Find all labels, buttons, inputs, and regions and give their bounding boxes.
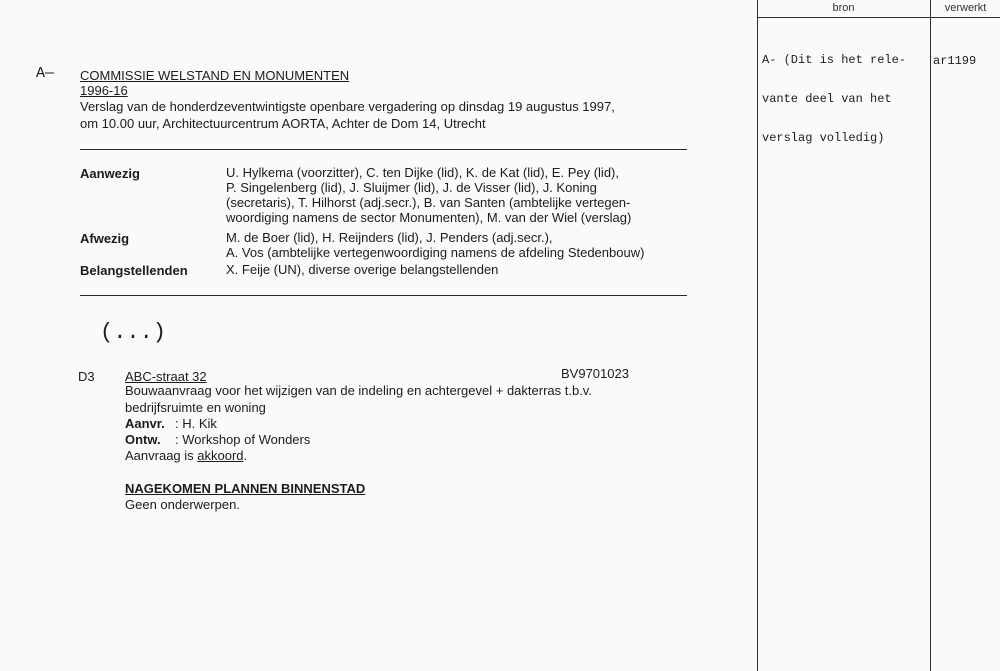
side-table-left-border bbox=[757, 0, 758, 671]
designer-row bbox=[125, 432, 310, 447]
bron-line: verslag volledig) bbox=[762, 131, 885, 145]
bron-column-header: bron bbox=[832, 2, 855, 14]
bron-line: vante deel van het bbox=[762, 92, 892, 106]
afwezig-label: Afwezig bbox=[80, 231, 130, 246]
aanwezig-label: Aanwezig bbox=[80, 166, 140, 181]
applicant-label: Aanvr. bbox=[125, 416, 165, 431]
item-description: bedrijfsruimte en woning bbox=[125, 400, 266, 415]
guest-line: X. Feije (UN), diverse overige belangstellenden bbox=[226, 262, 499, 277]
belangstellenden-list bbox=[226, 262, 498, 277]
attendee-line: woordiging namens de sector Monumenten), M. van der Wiel (verslag) bbox=[226, 210, 632, 225]
designer-value: : Workshop of Wonders bbox=[175, 432, 311, 447]
belangstellenden-label: Belangstellenden bbox=[80, 263, 188, 278]
intro-line: om 10.00 uur, Architectuurcentrum AORTA, Achter de Dom 14, Utrecht bbox=[80, 116, 486, 131]
absentee-line: M. de Boer (lid), H. Reijnders (lid), J. Penders (adj.secr.), bbox=[226, 230, 553, 245]
afwezig-list bbox=[226, 230, 644, 260]
divider bbox=[80, 295, 687, 296]
item-code: D3 bbox=[78, 369, 95, 384]
bron-note bbox=[762, 28, 906, 158]
applicant-row bbox=[125, 416, 217, 431]
item-description: Bouwaanvraag voor het wijzigen van de indeling en achtergevel + dakterras t.b.v. bbox=[125, 383, 592, 398]
section-marker: A— bbox=[36, 65, 55, 82]
verwerkt-value: ar1199 bbox=[933, 54, 977, 68]
status-row bbox=[125, 448, 247, 463]
late-plans-heading: NAGEKOMEN PLANNEN BINNENSTAD bbox=[125, 481, 366, 496]
status-value: akkoord bbox=[197, 448, 244, 463]
item-address: ABC-straat 32 bbox=[125, 369, 207, 384]
applicant-value: : H. Kik bbox=[175, 416, 217, 431]
intro-line: Verslag van de honderdzeventwintigste openbare vergadering op dinsdag 19 augustus 1997, bbox=[80, 99, 615, 114]
absentee-line: A. Vos (ambtelijke vertegenwoordiging namens de afdeling Stedenbouw) bbox=[226, 245, 645, 260]
attendee-line: U. Hylkema (voorzitter), C. ten Dijke (lid), K. de Kat (lid), E. Pey (lid), bbox=[226, 165, 619, 180]
attendee-line: (secretaris), T. Hilhorst (adj.secr.), B. van Santen (ambtelijke vertegen- bbox=[226, 195, 631, 210]
designer-label: Ontw. bbox=[125, 432, 161, 447]
item-reference: BV9701023 bbox=[561, 366, 629, 381]
status-prefix: Aanvraag is bbox=[125, 448, 198, 463]
late-plans-text: Geen onderwerpen. bbox=[125, 497, 240, 512]
side-table-divider bbox=[930, 0, 931, 671]
aanwezig-list bbox=[226, 165, 631, 225]
status-suffix: . bbox=[243, 448, 248, 463]
meeting-number: 1996-16 bbox=[80, 83, 128, 98]
bron-line: A- (Dit is het rele- bbox=[762, 53, 907, 67]
ellipsis: (...) bbox=[100, 320, 167, 345]
side-table-header-rule bbox=[757, 17, 1000, 18]
page-title: COMMISSIE WELSTAND EN MONUMENTEN bbox=[80, 68, 350, 83]
attendee-line: P. Singelenberg (lid), J. Sluijmer (lid), J. de Visser (lid), J. Koning bbox=[226, 180, 597, 195]
verwerkt-column-header: verwerkt bbox=[944, 2, 987, 14]
divider bbox=[80, 149, 687, 150]
